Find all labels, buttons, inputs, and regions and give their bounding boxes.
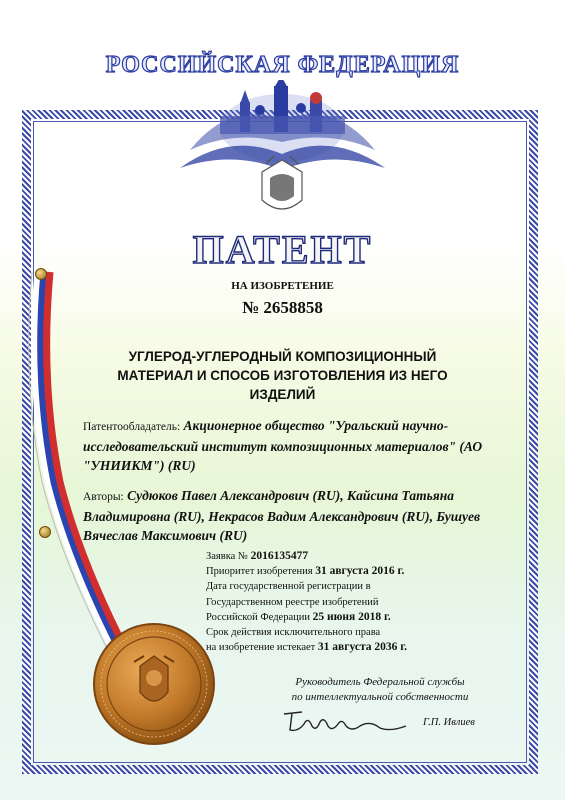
ribbon-pin-icon xyxy=(35,268,47,280)
kremlin-emblem-icon xyxy=(170,80,395,245)
patent-number: № 2658858 xyxy=(242,298,323,317)
document-subtype: НА ИЗОБРЕТЕНИЕ xyxy=(231,280,334,292)
authors xyxy=(83,486,503,545)
reg-line-3: Российской Федерации xyxy=(206,611,310,623)
tricolor-ribbon-icon xyxy=(24,262,134,682)
signer-name: Г.П. Ивлиев xyxy=(423,717,475,728)
official-position: Руководитель Федеральной службы по интеллектуальной собственности xyxy=(291,676,469,703)
priority-label: Приоритет изобретения xyxy=(206,566,313,578)
reg-line-2: Государственном реестре изобретений xyxy=(206,596,379,608)
seal-icon xyxy=(92,622,216,746)
reg-line-1: Дата государственной регистрации в xyxy=(206,581,371,593)
document-type: ПАТЕНТ xyxy=(192,227,373,272)
application-label: Заявка № xyxy=(206,551,248,562)
holder-label: Патентообладатель: xyxy=(83,421,181,433)
registration-details xyxy=(206,549,526,655)
registration-date: 25 июня 2018 г. xyxy=(312,610,391,623)
signature-icon xyxy=(280,706,410,736)
authors-value: Судюков Павел Александрович (RU), Кайсина Татьяна Владимировна (RU), Некрасов Вадим Александрович (RU), Бушуев Вячеслав Максимович (RU) xyxy=(83,488,481,543)
patent-holder xyxy=(83,416,503,475)
term-line-1: Срок действия исключительного права xyxy=(206,627,381,639)
authors-label: Авторы: xyxy=(83,491,124,503)
invention-title: УГЛЕРОД-УГЛЕРОДНЫЙ КОМПОЗИЦИОННЫЙ МАТЕРИАЛ И СПОСОБ ИЗГОТОВЛЕНИЯ ИЗ НЕГО ИЗДЕЛИЙ xyxy=(117,349,448,402)
country-header: РОССИЙСКАЯ ФЕДЕРАЦИЯ xyxy=(105,52,460,78)
expiry-date: 31 августа 2036 г. xyxy=(317,641,408,654)
priority-date: 31 августа 2016 г. xyxy=(315,565,405,578)
ribbon-pin-icon xyxy=(39,526,51,538)
application-number: 2016135477 xyxy=(250,550,309,562)
term-line-2: на изобретение истекает xyxy=(206,642,316,654)
holder-value: Акционерное общество "Уральский научно-исследовательский институт композиционных материалов" (АО "УНИИКМ") (RU) xyxy=(83,418,483,473)
